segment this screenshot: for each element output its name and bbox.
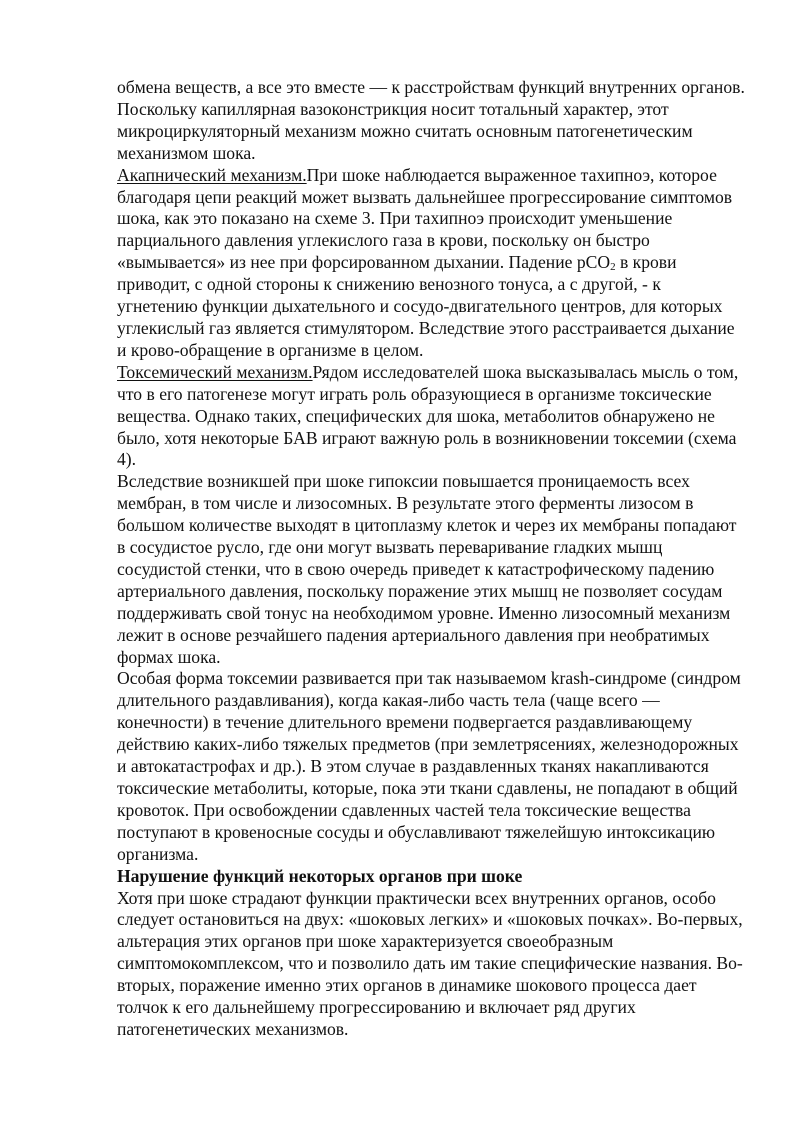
paragraph-organs	[117, 888, 745, 1041]
paragraph-text: Рядом исследователей шока высказывалась мысль о том, что в его патогенезе могут играть роль образующиеся в организме токсические вещества. Однако таких, специфических для шока, метаболитов обнаружено не было, хотя некоторые БАВ играют важную роль в возникновении токсемии (схема 4).	[117, 361, 739, 470]
document-page	[117, 77, 745, 1041]
paragraph-toxemic	[117, 362, 745, 472]
paragraph-lysosomal	[117, 471, 745, 668]
paragraph-acapnic	[117, 165, 745, 362]
toxemic-mechanism-heading: Токсемический механизм.	[117, 361, 313, 382]
paragraph-crash-syndrome	[117, 668, 745, 865]
section-heading: Нарушение функций некоторых органов при шоке	[117, 865, 523, 886]
paragraph-text: Вследствие возникшей при шоке гипоксии повышается проницаемость всех мембран, в том числе и лизосомных. В результате этого ферменты лизосом в большом количестве выходят в цитоплазму клеток и через их мембраны попадают в сосудистое русло, где они могут вызвать переваривание гладких мышц сосудистой стенки, что в свою очередь приведет к катастрофическому падению артериального давления, поскольку поражение этих мышц не позволяет сосудам поддерживать свой тонус на необходимом уровне. Именно лизосомный механизм лежит в основе резчайшего падения артериального давления при необратимых формах шока.	[117, 471, 737, 667]
subscript-2: 2	[610, 261, 616, 274]
acapnic-mechanism-heading: Акапнический механизм.	[117, 164, 307, 185]
paragraph-microcirculatory	[117, 77, 745, 165]
paragraph-text: обмена веществ, а все это вместе — к расстройствам функций внутренних органов. Поскольку капиллярная вазоконстрикция носит тотальный характер, этот микроциркуляторный механизм можно считать основным патогенетическим механизмом шока.	[117, 77, 745, 163]
paragraph-text: Хотя при шоке страдают функции практически всех внутренних органов, особо следует остановиться на двух: «шоковых легких» и «шоковых почках». Во-первых, альтерация этих органов при шоке характеризуется своеобразным симптомокомплексом, что и позволило дать им такие специфические названия. Во-вторых, поражение именно этих органов в динамике шокового процесса дает толчок к его дальнейшему прогрессированию и включает ряд других патогенетических механизмов.	[117, 887, 743, 1039]
paragraph-text: При шоке наблюдается выраженное тахипноэ, которое благодаря цепи реакций может вызвать дальнейшее прогрессирование симптомов шока, как это показано на схеме 3. При тахипноэ происходит уменьшение парциального давления углекислого газа в крови, поскольку он быстро «вымывается» из нее при форсированном дыхании. Падение pCO	[117, 164, 733, 273]
paragraph-text: Особая форма токсемии развивается при так называемом krash-синдроме (синдром длительного раздавливания), когда какая-либо часть тела (чаще всего — конечности) в течение длительного времени подвергается раздавливающему действию каких-либо тяжелых предметов (при землетрясениях, железнодорожных и автокатастрофах и др.). В этом случае в раздавленных тканях накапливаются токсические метаболиты, которые, пока эти ткани сдавлены, не попадают в общий кровоток. При освобождении сдавленных частей тела токсические вещества поступают в кровеносные сосуды и обуславливают тяжелейшую интоксикацию организма.	[117, 668, 741, 864]
paragraph-text: в крови приводит, с одной стороны к снижению венозного тонуса, а с другой, - к угнетению функции дыхательного и сосудо-двигательного центров, для которых углекислый газ является стимулятором. Вследствие этого расстраивается дыхание и крово-обращение в организме в целом.	[117, 252, 735, 360]
